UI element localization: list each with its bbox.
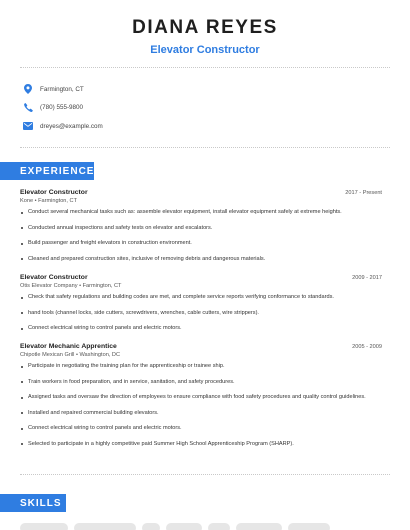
skill-pill [142,523,160,530]
skill-pill [20,523,68,530]
list-item: Participate in negotiating the training plan for the apprenticeship or trainee ship. [20,363,382,371]
contact-email [20,117,103,135]
job-title: Elevator Constructor [20,189,88,196]
list-item: Build passenger and freight elevators in construction environment. [20,240,382,248]
job-entry [20,343,382,456]
contact-phone [20,99,103,117]
skills-list [20,523,330,530]
contact-phone-text: (780) 555-9800 [40,104,84,111]
job-dates: 2017 - Present [345,190,382,196]
resume-header [0,0,410,57]
location-pin-icon [22,83,34,95]
phone-icon [22,102,34,114]
list-item: hand tools (channel locks, side cutters, screwdrivers, wrenches, cable cutters, wire strippers). [20,310,382,318]
divider [20,147,390,148]
section-header-experience: EXPERIENCE [0,162,94,180]
skill-pill [74,523,136,530]
skill-pill [208,523,230,530]
divider [20,474,390,475]
job-company: Kone • Farmington, CT [20,198,77,204]
skill-pill [288,523,330,530]
job-company: Otis Elevator Company • Farmington, CT [20,283,122,289]
list-item: Check that safety regulations and building codes are met, and complete service reports verifying conformance to standards. [20,294,382,302]
list-item: Train workers in food preparation, and in service, sanitation, and safety procedures. [20,379,382,387]
job-entry [20,189,382,271]
list-item: Installed and repaired commercial building elevators. [20,410,382,418]
candidate-title: Elevator Constructor [150,44,260,56]
job-dates: 2009 - 2017 [352,275,382,281]
job-dates: 2005 - 2009 [352,344,382,350]
divider [20,67,390,68]
job-title: Elevator Mechanic Apprentice [20,343,117,350]
contact-location [20,80,103,98]
contact-email-text[interactable]: dreyes@example.com [40,122,103,130]
candidate-name: DIANA REYES [132,17,278,38]
list-item: Assigned tasks and oversaw the direction of employees to ensure compliance with food safety procedures and quality control guidelines. [20,394,382,402]
skill-pill [166,523,202,530]
job-bullets [20,209,382,263]
skill-pill [236,523,282,530]
contact-list [20,80,103,136]
job-bullets [20,363,382,448]
list-item: Connect electrical wiring to control panels and electric motors. [20,425,382,433]
list-item: Conduct several mechanical tasks such as: assemble elevator equipment, install elevator equipment safely at extreme heights. [20,209,382,217]
list-item: Connect electrical wiring to control panels and electric motors. [20,325,382,333]
section-header-skills: SKILLS [0,494,66,512]
job-company: Chipotle Mexican Grill • Washington, DC [20,352,120,358]
job-entry [20,274,382,341]
list-item: Selected to participate in a highly competitive paid Summer High School Apprenticeship Program (SHARP). [20,441,382,449]
email-icon [22,120,34,132]
list-item: Cleaned and prepared construction sites, inclusive of removing debris and dangerous materials. [20,256,382,264]
list-item: Conducted annual inspections and safety tests on elevator and escalators. [20,225,382,233]
contact-location-text: Farmington, CT [40,85,84,93]
job-title: Elevator Constructor [20,274,88,281]
job-bullets [20,294,382,333]
